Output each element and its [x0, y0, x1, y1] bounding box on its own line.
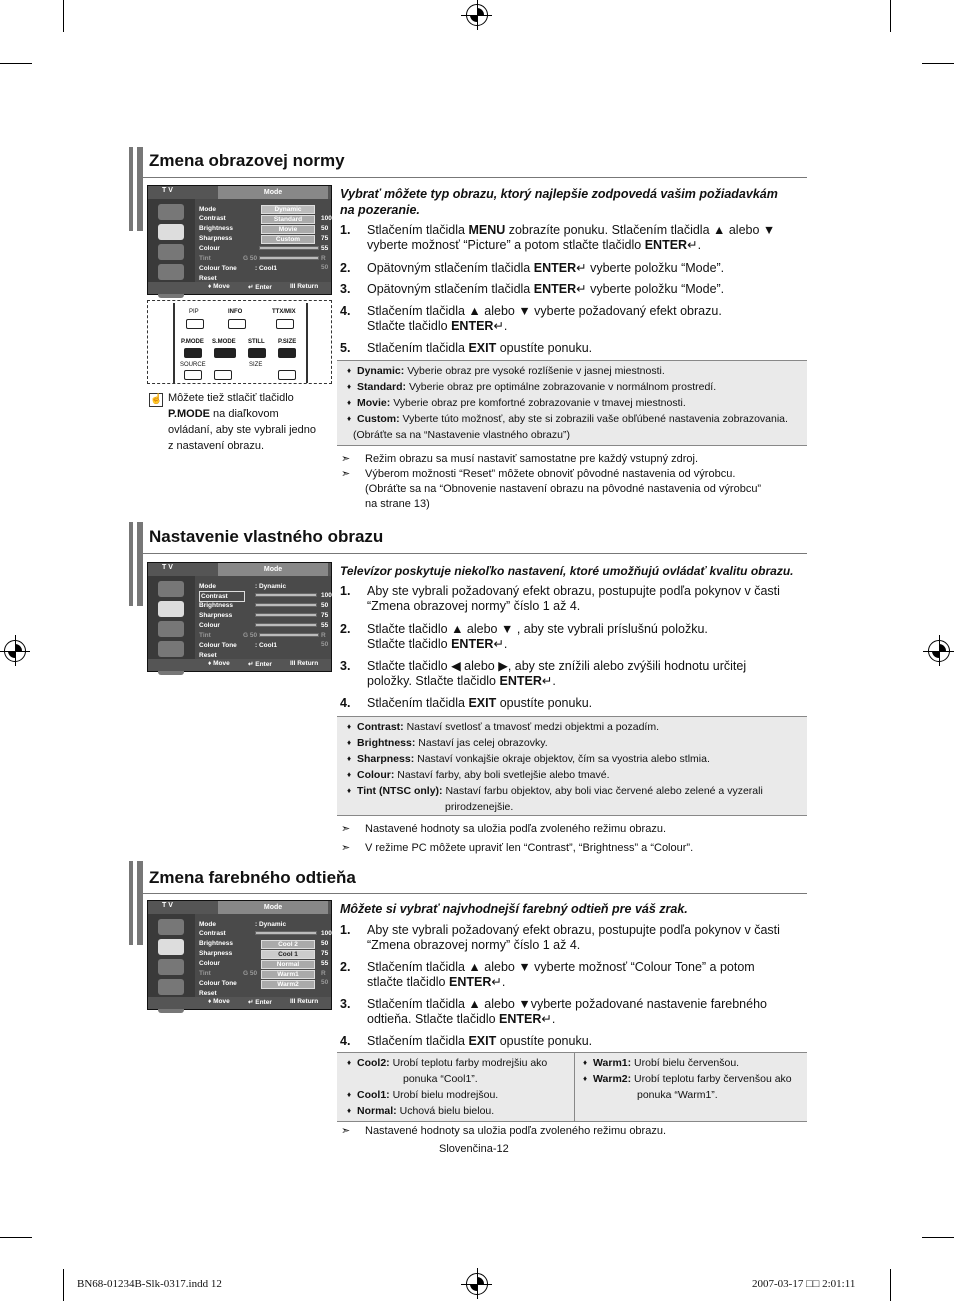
footer-timestamp: 2007-03-17 □□ 2:01:11 [752, 1278, 856, 1290]
step-text: Stlačením tlačidla ▲ alebo ▼ vyberte požadovaný efekt obrazu. [367, 304, 722, 318]
step-number: 1. [340, 223, 351, 237]
notes-section-3: ➣ Nastavené hodnoty sa uložia podľa zvoleného režimu obrazu. [341, 1125, 667, 1137]
instruction-step [340, 622, 810, 654]
tv-menu-screenshot-1: T V Mode Mode Contrast Brightness Sharpness Colour Tint Colour Tone Reset Dynamic Standard Movie Custom 100 50 75 55 G 50 R 50 : Cool1 ♦ Move ↵ Enter III Return [147, 185, 332, 295]
page-number: Slovenčina-12 [439, 1143, 509, 1155]
section-title-picture-mode: Zmena obrazovej normy [149, 151, 345, 170]
step-number: 2. [340, 960, 351, 974]
colour-tone-options-box: ♦ Cool2: Urobí teplotu farby modrejšiu ako ponuka “Cool1”. ♦ Cool1: Urobí bielu modrejšou. ♦ Normal: Uchová bielu bielou. ♦ Warm1: Urobí bielu červenšou. ♦ Warm2: Urobí teplotu farby červenšou ako ponuka “Warm1”. [337, 1052, 807, 1122]
step-text-cont: “Zmena obrazovej normy” číslo 1 až 4. [367, 938, 581, 952]
step-text-cont: vyberte možnosť “Picture” a potom stlačte tlačidlo ENTER↵. [367, 238, 702, 252]
registration-mark-top [466, 4, 488, 26]
notes-section-1: ➣ Režim obrazu sa musí nastaviť samostatne pre každý vstupný zdroj. ➣ Výberom možnosti “Reset” môžete obnoviť pôvodné nastavenia od výrobcu. (Obráťte sa na “Obnovenie nastavení obrazu na pôvodné nastavenia od výrobcu” na strane 13) [341, 453, 762, 510]
step-number: 2. [340, 622, 351, 636]
registration-mark-left [4, 640, 26, 662]
section-intro: Vybrať môžete typ obrazu, ktorý najlepšie zodpovedá vašim požiadavkám na pozeranie. [340, 187, 778, 217]
step-text-cont: stlačte tlačidlo ENTER↵. [367, 975, 506, 989]
hand-icon: ☝ [150, 394, 163, 405]
step-text-cont: odtieňa. Stlačte tlačidlo ENTER↵. [367, 1012, 556, 1026]
step-number: 4. [340, 1034, 351, 1048]
step-number: 3. [340, 659, 351, 673]
step-number: 1. [340, 923, 351, 937]
step-text-cont: Stlačte tlačidlo ENTER↵. [367, 637, 508, 651]
custom-picture-options-box: ♦ Contrast: Nastaví svetlosť a tmavosť medzi objektmi a pozadím. ♦ Brightness: Nastaví jas celej obrazovky. ♦ Sharpness: Nastaví vonkajšie okraje objektov, čím sa vyostria alebo stlmia. ♦ Colour: Nastaví farby, aby boli svetlejšie alebo tmavé. ♦ Tint (NTSC only): Nastaví farbu objektov, aby boli viac červené alebo zelené a vyzerali prirodzenejšie. [337, 716, 807, 816]
step-number: 1. [340, 584, 351, 598]
step-text: Stlačením tlačidla EXIT opustíte ponuku. [367, 1034, 593, 1048]
section-intro: Televízor poskytuje niekoľko nastavení, ktoré umožňujú ovládať kvalitu obrazu. [340, 564, 794, 578]
instruction-step [340, 584, 810, 616]
step-text: Opätovným stlačením tlačidla ENTER↵ vyberte položku “Mode”. [367, 282, 725, 296]
step-number: 2. [340, 261, 351, 275]
step-number: 4. [340, 696, 351, 710]
step-text-cont: Stlačte tlačidlo ENTER↵. [367, 319, 508, 333]
step-text: Stlačením tlačidla EXIT opustíte ponuku. [367, 341, 593, 355]
registration-mark-right [928, 640, 950, 662]
step-text: Aby ste vybrali požadovaný efekt obrazu, postupujte podľa pokynov v časti [367, 584, 780, 598]
instruction-step [340, 960, 810, 992]
step-text: Opätovným stlačením tlačidla ENTER↵ vyberte položku “Mode”. [367, 261, 725, 275]
step-number: 5. [340, 341, 351, 355]
picture-mode-options-box: ♦ Dynamic: Vyberie obraz pre vysoké rozlíšenie v jasnej miestnosti. ♦ Standard: Vyberie obraz pre optimálne zobrazovanie v normálnom prostredí. ♦ Movie: Vyberie obraz pre komfortné zobrazovanie v tmavej miestnosti. ♦ Custom: Vyberte túto možnosť, aby ste si zobrazili vaše obľúbené nastavenia zobrazovania. (Obráťte sa na “Nastavenie vlastného obrazu”) [337, 360, 807, 446]
registration-mark-bottom [466, 1273, 488, 1295]
step-text: Aby ste vybrali požadovaný efekt obrazu, postupujte podľa pokynov v časti [367, 923, 780, 937]
step-text-cont: “Zmena obrazovej normy” číslo 1 až 4. [367, 599, 581, 613]
notes-section-2: ➣ Nastavené hodnoty sa uložia podľa zvoleného režimu obrazu. ➣ V režime PC môžete upraviť len “Contrast”, “Brightness” a “Colour”. [341, 823, 694, 854]
remote-hint: Môžete tiež stlačiť tlačidlo P.MODE na diaľkovom ovládaní, aby ste vybrali jedno z nastavení obrazu. [168, 392, 316, 452]
instruction-step [340, 659, 810, 691]
step-number: 3. [340, 997, 351, 1011]
section-intro: Môžete si vybrať najvhodnejší farebný odtieň pre váš zrak. [340, 902, 688, 916]
tv-menu-screenshot-2: T V Mode Mode Contrast Brightness Sharpness Colour Tint Colour Tone Reset : Dynamic 100 50 75 55 G 50 R 50 : Cool1 ♦ Move ↵ Enter III Return [147, 562, 332, 672]
step-text: Stlačením tlačidla ▲ alebo ▼ vyberte možnosť “Colour Tone” a potom [367, 960, 755, 974]
step-number: 3. [340, 282, 351, 296]
footer-file-name: BN68-01234B-Slk-0317.indd 12 [77, 1278, 222, 1290]
step-text: Stlačte tlačidlo ▲ alebo ▼ , aby ste vybrali príslušnú položku. [367, 622, 708, 636]
step-number: 4. [340, 304, 351, 318]
step-text: Stlačením tlačidla ▲ alebo ▼vyberte požadované nastavenie farebného [367, 997, 767, 1011]
step-text: Stlačením tlačidla MENU zobrazíte ponuku. Stlačením tlačidla ▲ alebo ▼ [367, 223, 776, 237]
instruction-step [340, 997, 810, 1029]
instruction-step [340, 223, 810, 255]
step-text: Stlačením tlačidla EXIT opustíte ponuku. [367, 696, 593, 710]
instruction-step [340, 923, 810, 955]
instruction-step [340, 304, 810, 336]
section-title-custom-picture: Nastavenie vlastného obrazu [149, 527, 384, 546]
section-title-colour-tone: Zmena farebného odtieňa [149, 868, 356, 887]
tv-menu-screenshot-3: T V Mode Mode Contrast Brightness Sharpness Colour Tint Colour Tone Reset : Dynamic Cool 2 Cool 1 Normal Warm1 Warm2 100 50 75 55 G 50 R 50 ♦ Move ↵ Enter III Return [147, 900, 332, 1010]
remote-control-illustration: PIP INFO TTX/MIX P.MODE S.MODE STILL P.SIZE SOURCE SIZE [147, 300, 332, 384]
step-text: Stlačte tlačidlo ◀ alebo ▶, aby ste znížili alebo zvýšili hodnotu určitej [367, 659, 747, 673]
step-text-cont: položky. Stlačte tlačidlo ENTER↵. [367, 674, 556, 688]
